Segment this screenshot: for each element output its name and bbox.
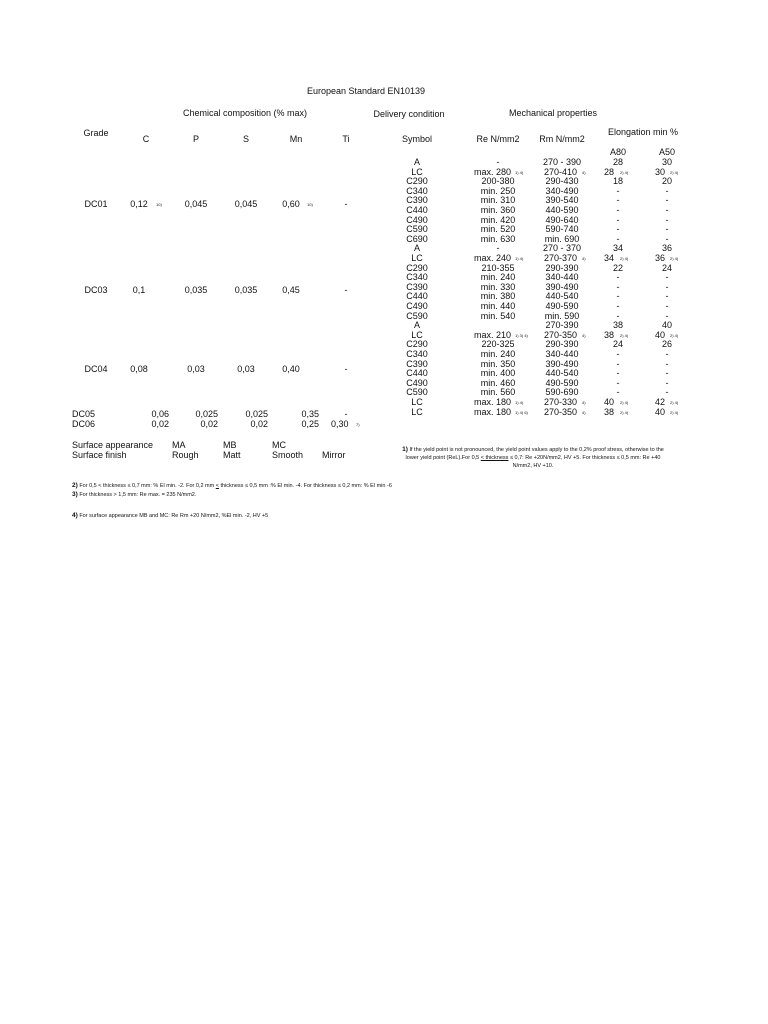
delivery-symbol: C590 xyxy=(406,224,428,235)
yield-strength: 200-380 xyxy=(481,176,515,187)
tensile-strength: 340-440 xyxy=(545,349,579,359)
tensile-strength-note: 4) xyxy=(582,409,586,415)
delivery-symbol: A xyxy=(413,243,421,254)
surface-mb: MB xyxy=(223,440,237,450)
delivery-symbol: C440 xyxy=(406,368,428,379)
delivery-symbol: C340 xyxy=(406,272,428,283)
elongation-a50: 40 xyxy=(654,329,665,340)
phosphorus-value: 0,02 xyxy=(200,419,218,429)
footnote-2: 2) For 0,5 < thickness ≤ 0,7 mm: % El min. -2. For 0,2 mm < thickness ≤ 0,5 mm :% El min. -4. For thickness ≤ 0,2 mm: % El min -6 xyxy=(72,482,392,489)
elongation-a50: - xyxy=(665,301,669,311)
elongation-a80: 40 xyxy=(603,397,614,407)
elongation-a80: - xyxy=(616,214,620,225)
elongation-a50: - xyxy=(665,377,669,388)
elongation-a80: 28 xyxy=(603,166,614,177)
surface-finish-label: Surface finish xyxy=(72,450,127,460)
tensile-strength: 440-590 xyxy=(545,205,579,215)
yield-strength-note: 1) 4) 6) xyxy=(515,409,528,415)
tensile-strength: 290-430 xyxy=(545,176,579,187)
phosphorus-value: 0,035 xyxy=(184,285,208,295)
yield-strength: - xyxy=(496,243,500,254)
carbon-note: 10) xyxy=(156,202,162,207)
yield-strength-note: 1) 3) 4) xyxy=(515,332,528,338)
yield-strength: min. 380 xyxy=(480,291,516,302)
elongation-a80: - xyxy=(616,233,620,244)
tensile-strength: 270-390 xyxy=(545,320,579,331)
elongation-a80-note: 2) 4) xyxy=(620,400,629,405)
elongation-a50: 36 xyxy=(661,243,673,254)
sulfur-value: 0,025 xyxy=(245,409,268,419)
phosphorus-value: 0,03 xyxy=(187,364,205,374)
delivery-condition-header: Delivery condition xyxy=(373,109,445,119)
elongation-a50: - xyxy=(665,387,669,398)
titanium-value: 0,30 xyxy=(331,419,349,429)
yield-strength-note: 1) 4) xyxy=(515,169,524,175)
elongation-a80: 22 xyxy=(612,262,624,273)
delivery-symbol: C440 xyxy=(406,205,428,215)
tensile-strength: 290-390 xyxy=(545,339,579,350)
c-header: C xyxy=(142,134,150,144)
footnote-1-line-3: N/mm2, HV +10. xyxy=(512,463,554,469)
manganese-value: 0,25 xyxy=(301,419,319,429)
tensile-strength: 390-490 xyxy=(545,281,579,292)
elongation-a50: - xyxy=(665,310,669,321)
elongation-a80: - xyxy=(616,185,620,196)
yield-strength: min. 460 xyxy=(480,377,516,388)
tensile-strength: 440-540 xyxy=(545,368,579,379)
yield-strength: min. 240 xyxy=(480,272,516,283)
delivery-symbol: C290 xyxy=(406,262,428,273)
a80-header: A80 xyxy=(609,147,627,157)
rm-header: Rm N/mm2 xyxy=(539,134,585,144)
yield-strength: - xyxy=(496,157,500,167)
tensile-strength: 270-330 xyxy=(543,397,577,407)
grade-name: DC01 xyxy=(84,199,108,209)
tensile-strength: 390-490 xyxy=(545,358,579,369)
delivery-symbol: C590 xyxy=(406,387,428,398)
grade-name: DC05 xyxy=(72,409,96,419)
delivery-symbol: C390 xyxy=(406,281,428,292)
elongation-a50-note: 2) 4) xyxy=(670,169,679,175)
yield-strength: min. 400 xyxy=(480,368,516,379)
tensile-strength: min. 590 xyxy=(544,310,580,321)
titanium-value: - xyxy=(344,199,348,209)
manganese-note: 10) xyxy=(307,202,313,207)
elongation-a50: - xyxy=(665,281,669,292)
elongation-a80: 18 xyxy=(612,176,624,187)
sulfur-value: 0,045 xyxy=(234,199,258,209)
tensile-strength-note: 4) xyxy=(582,332,586,338)
surface-smooth: Smooth xyxy=(272,450,304,460)
yield-strength: min. 420 xyxy=(480,214,516,225)
yield-strength: min. 540 xyxy=(480,310,516,321)
elongation-a50: 40 xyxy=(661,320,673,331)
delivery-symbol: C490 xyxy=(406,301,428,311)
delivery-symbol: LC xyxy=(411,253,423,263)
tensile-strength-note: 4) xyxy=(582,169,586,175)
tensile-strength: 590-690 xyxy=(545,387,579,398)
elongation-a50: 30 xyxy=(654,166,665,177)
elongation-a50: 20 xyxy=(661,176,673,187)
titanium-note: 7) xyxy=(356,422,360,427)
elongation-a50: 40 xyxy=(654,406,665,417)
surface-mirror: Mirror xyxy=(322,450,346,460)
surface-ma: MA xyxy=(172,440,186,450)
carbon-value: 0,06 xyxy=(151,409,169,419)
elongation-a50: - xyxy=(665,272,669,283)
tensile-strength: 440-540 xyxy=(545,291,579,302)
surface-rough: Rough xyxy=(172,450,199,460)
elongation-a80: - xyxy=(616,358,620,369)
tensile-strength: 390-540 xyxy=(545,195,579,206)
tensile-strength: 270-350 xyxy=(543,329,577,340)
tensile-strength: 340-440 xyxy=(545,272,579,283)
delivery-symbol: C490 xyxy=(406,377,428,388)
elongation-a80: - xyxy=(616,368,620,379)
yield-strength: min. 350 xyxy=(480,358,516,369)
delivery-symbol: C390 xyxy=(406,358,428,369)
s-header: S xyxy=(242,134,250,144)
tensile-strength: min. 690 xyxy=(544,233,580,244)
elongation-a80: - xyxy=(616,387,620,398)
yield-strength: min. 630 xyxy=(480,233,516,244)
delivery-symbol: C440 xyxy=(406,291,428,302)
elongation-a80: - xyxy=(616,195,620,206)
footnote-1-line-2: lower yield point (ReL).For 0,5 < thickness ≤ 0,7: Re +20N/mm2, HV +5. For thickness ≤ 0,5 mm: Re +40 xyxy=(405,455,661,461)
carbon-value: 0,12 xyxy=(130,199,148,209)
manganese-value: 0,40 xyxy=(282,364,300,374)
elongation-a80-note: 2) 4) xyxy=(620,332,629,338)
yield-strength: min. 560 xyxy=(480,387,516,398)
chemical-composition-header: Chemical composition (% max) xyxy=(182,108,308,118)
tensile-strength: 270-410 xyxy=(543,166,577,177)
delivery-symbol: C340 xyxy=(406,349,428,359)
yield-strength: min. 250 xyxy=(480,185,516,196)
elongation-a80: 38 xyxy=(603,406,614,417)
elongation-a80: - xyxy=(616,291,620,302)
elongation-a80: 34 xyxy=(612,243,624,254)
mn-header: Mn xyxy=(289,134,303,144)
tensile-strength: 270-350 xyxy=(543,406,577,417)
mechanical-properties-header: Mechanical properties xyxy=(508,108,598,118)
phosphorus-value: 0,045 xyxy=(184,199,208,209)
footnote-3: 3) For thickness > 1,5 mm: Re max. = 235 N/mm2. xyxy=(72,491,197,498)
re-header: Re N/mm2 xyxy=(476,134,520,144)
titanium-value: - xyxy=(344,285,348,295)
elongation-a80: - xyxy=(616,281,620,292)
elongation-a80: - xyxy=(616,272,620,283)
elongation-a80: - xyxy=(616,349,620,359)
tensile-strength: 270 - 370 xyxy=(542,243,582,254)
delivery-symbol: C390 xyxy=(406,195,428,206)
elongation-a80-note: 2) 4) xyxy=(620,256,629,261)
elongation-a50-note: 2) 4) xyxy=(670,332,679,338)
delivery-symbol: LC xyxy=(411,406,423,417)
elongation-a80: 34 xyxy=(603,253,614,263)
yield-strength: min. 440 xyxy=(480,301,516,311)
tensile-strength: 490-590 xyxy=(545,301,579,311)
yield-strength: max. 180 xyxy=(473,397,511,407)
surface-matt: Matt xyxy=(223,450,241,460)
grade-name: DC04 xyxy=(84,364,108,374)
delivery-symbol: LC xyxy=(411,397,423,407)
delivery-symbol: LC xyxy=(411,329,423,340)
carbon-value: 0,08 xyxy=(130,364,148,374)
elongation-a80: - xyxy=(616,310,620,321)
elongation-a50: - xyxy=(665,349,669,359)
sulfur-value: 0,02 xyxy=(250,419,268,429)
yield-strength-note: 1) 4) xyxy=(515,256,524,261)
ti-header: Ti xyxy=(342,134,350,144)
elongation-a80: 28 xyxy=(612,157,624,167)
grade-name: DC03 xyxy=(84,285,108,295)
grade-header: Grade xyxy=(83,128,109,138)
elongation-header: Elongation min % xyxy=(607,127,679,137)
a50-header: A50 xyxy=(658,147,676,157)
delivery-symbol: LC xyxy=(411,166,423,177)
elongation-a80: 38 xyxy=(612,320,624,331)
elongation-a80: - xyxy=(616,205,620,215)
yield-strength: 220-325 xyxy=(481,339,515,350)
yield-strength: max. 280 xyxy=(473,166,511,177)
tensile-strength: 290-390 xyxy=(545,262,579,273)
phosphorus-value: 0,025 xyxy=(195,409,218,419)
tensile-strength: 490-590 xyxy=(545,377,579,388)
yield-strength: max. 180 xyxy=(473,406,511,417)
elongation-a80: - xyxy=(616,301,620,311)
surface-mc: MC xyxy=(272,440,286,450)
delivery-symbol: C590 xyxy=(406,310,428,321)
sulfur-value: 0,03 xyxy=(237,364,255,374)
tensile-strength-note: 4) xyxy=(582,400,586,405)
tensile-strength: 270-370 xyxy=(543,253,577,263)
elongation-a50: - xyxy=(665,185,669,196)
elongation-a50: - xyxy=(665,291,669,302)
yield-strength: min. 520 xyxy=(480,224,516,235)
footnote-1-line-1: 1) If the yield point is not pronounced, the yield point values apply to the 0,2% proof stress, otherwise to the xyxy=(402,446,664,453)
elongation-a50: 24 xyxy=(661,262,673,273)
elongation-a80: 38 xyxy=(603,329,614,340)
elongation-a50: 42 xyxy=(654,397,665,407)
elongation-a80-note: 2) 4) xyxy=(620,169,629,175)
elongation-a50: - xyxy=(665,214,669,225)
grade-name: DC06 xyxy=(72,419,96,429)
elongation-a80-note: 2) 4) xyxy=(620,409,629,415)
yield-strength: max. 240 xyxy=(473,253,511,263)
delivery-symbol: C290 xyxy=(406,339,428,350)
sulfur-value: 0,035 xyxy=(234,285,258,295)
p-header: P xyxy=(192,134,200,144)
carbon-value: 0,02 xyxy=(151,419,169,429)
elongation-a50-note: 2) 4) xyxy=(670,400,679,405)
titanium-value: - xyxy=(344,409,348,419)
carbon-value: 0,1 xyxy=(132,285,146,295)
elongation-a50: 26 xyxy=(661,339,673,350)
elongation-a80: - xyxy=(616,224,620,235)
delivery-symbol: C490 xyxy=(406,214,428,225)
titanium-value: - xyxy=(344,364,348,374)
elongation-a50: - xyxy=(665,368,669,379)
elongation-a50-note: 2) 4) xyxy=(670,409,679,415)
tensile-strength: 490-640 xyxy=(545,214,579,225)
yield-strength: min. 240 xyxy=(480,349,516,359)
tensile-strength-note: 4) xyxy=(582,256,586,261)
footnote-4: 4) For surface appearance MB and MC: Re Rm +20 N/mm2, %El min. -2, HV +5 xyxy=(72,512,269,519)
elongation-a50: - xyxy=(665,358,669,369)
delivery-symbol: C340 xyxy=(406,185,428,196)
delivery-symbol: C290 xyxy=(406,176,428,187)
manganese-value: 0,35 xyxy=(301,409,319,419)
tensile-strength: 590-740 xyxy=(545,224,579,235)
document-title: European Standard EN10139 xyxy=(306,86,426,96)
manganese-value: 0,60 xyxy=(282,199,300,209)
tensile-strength: 270 - 390 xyxy=(542,157,582,167)
elongation-a50: 30 xyxy=(661,157,673,167)
yield-strength: min. 310 xyxy=(480,195,516,206)
elongation-a50: - xyxy=(665,233,669,244)
elongation-a50: - xyxy=(665,195,669,206)
yield-strength: 210-355 xyxy=(481,262,515,273)
symbol-header: Symbol xyxy=(401,134,433,144)
elongation-a80: 24 xyxy=(612,339,624,350)
yield-strength-note: 1) 4) xyxy=(515,400,524,405)
yield-strength: min. 360 xyxy=(480,205,516,215)
delivery-symbol: A xyxy=(413,320,421,331)
elongation-a80: - xyxy=(616,377,620,388)
delivery-symbol: C690 xyxy=(406,233,428,244)
delivery-symbol: A xyxy=(413,157,421,167)
manganese-value: 0,45 xyxy=(282,285,300,295)
surface-appearance-label: Surface appearance xyxy=(72,440,154,450)
yield-strength: min. 330 xyxy=(480,281,516,292)
elongation-a50: - xyxy=(665,224,669,235)
elongation-a50-note: 2) 4) xyxy=(670,256,679,261)
elongation-a50: - xyxy=(665,205,669,215)
elongation-a50: 36 xyxy=(654,253,665,263)
tensile-strength: 340-490 xyxy=(545,185,579,196)
yield-strength: max. 210 xyxy=(473,329,511,340)
